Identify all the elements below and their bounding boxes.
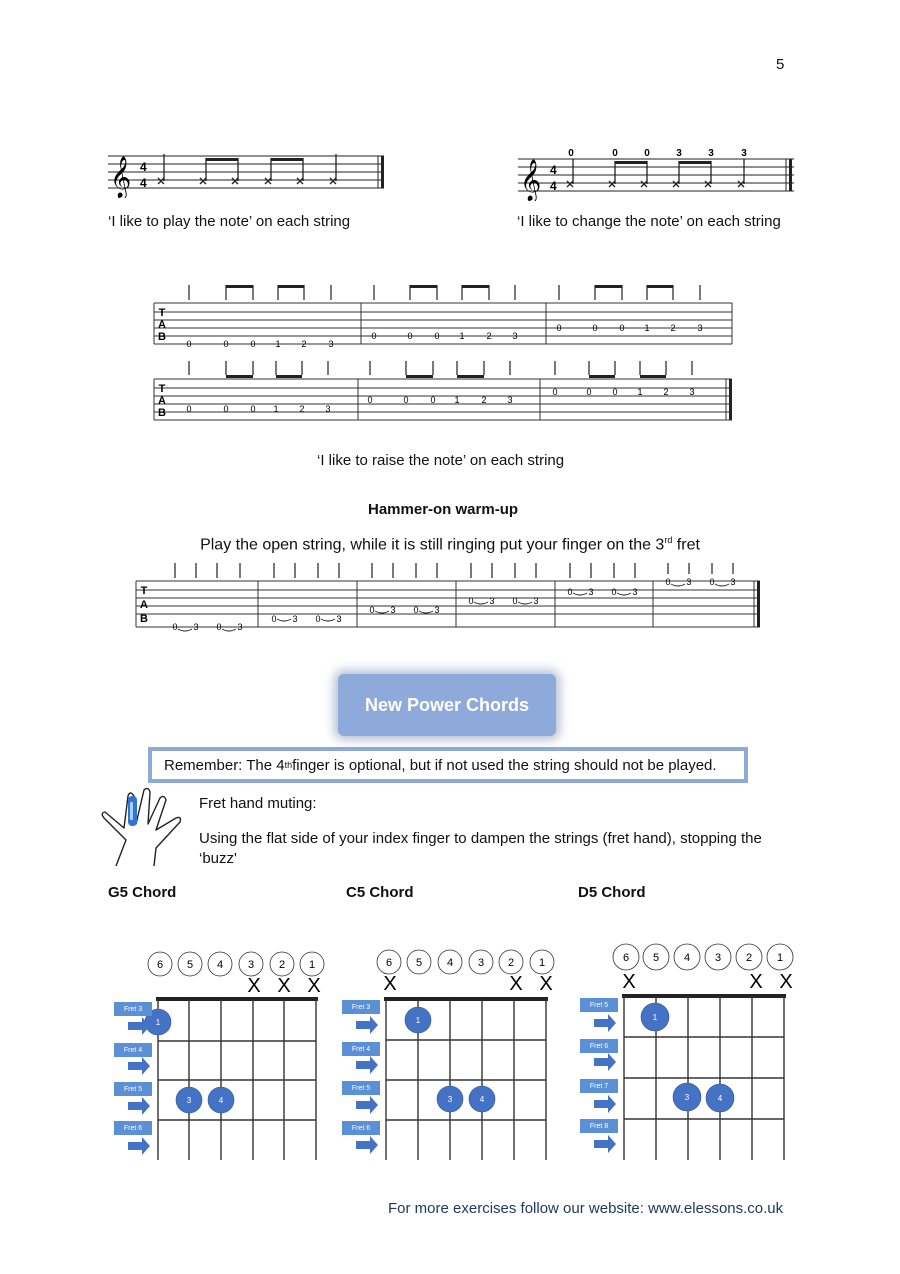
- string-number: 3: [477, 957, 485, 969]
- tab-note: 0: [315, 614, 321, 624]
- tab-note: 1: [273, 404, 279, 414]
- finger-number: 1: [652, 1013, 658, 1022]
- hand-icon: [98, 788, 190, 868]
- string-number: 2: [278, 959, 286, 971]
- tab-note: 0: [223, 339, 229, 349]
- string-number: 6: [385, 957, 393, 969]
- muted-string-mark: X: [277, 975, 291, 997]
- fret-label: Fret 7: [580, 1079, 618, 1093]
- finger-number: 3: [447, 1095, 453, 1104]
- tab-clef-letter: A: [158, 395, 166, 407]
- chord-diagram-d5: [578, 940, 800, 1164]
- tab-note: 2: [670, 323, 676, 333]
- chord-title-d5: D5 Chord: [578, 884, 646, 901]
- tab-note: 1: [644, 323, 650, 333]
- string-number: 2: [745, 952, 753, 964]
- chord-diagram-g5: [112, 946, 332, 1166]
- tab-note: 0: [430, 395, 436, 405]
- muted-string-mark: X: [622, 971, 636, 993]
- remember-note: Remember: The 4 th finger is optional, but if not used the string should not be played.: [148, 747, 748, 783]
- tab-note: 3: [533, 596, 539, 606]
- string-number: 1: [776, 952, 784, 964]
- string-number: 5: [652, 952, 660, 964]
- tab-note: 2: [486, 331, 492, 341]
- rhythm-caption-2: ‘I like to change the note’ on each string: [517, 213, 781, 230]
- fret-label: Fret 6: [114, 1121, 152, 1135]
- tab-clef-letter: A: [158, 319, 166, 331]
- tab-note: 0: [250, 339, 256, 349]
- tab-note: 0: [434, 331, 440, 341]
- muted-string-mark: X: [383, 973, 397, 995]
- tab-note: 3: [434, 605, 440, 615]
- string-number: 6: [156, 959, 164, 971]
- tab-note: 0: [556, 323, 562, 333]
- tab-note: 3: [328, 339, 334, 349]
- hammer-title: Hammer-on warm-up: [368, 501, 519, 518]
- page-number: 5: [776, 56, 785, 73]
- tab-note: 3: [689, 387, 695, 397]
- tab-note: 0: [619, 323, 625, 333]
- muted-string-mark: X: [779, 971, 793, 993]
- fret-label: Fret 6: [342, 1121, 380, 1135]
- string-number: 1: [538, 957, 546, 969]
- footer-website[interactable]: For more exercises follow our website: www.elessons.co.uk: [388, 1200, 784, 1217]
- tab-note: 0: [369, 605, 375, 615]
- tab-note: 0: [407, 331, 413, 341]
- fret-label: Fret 3: [114, 1002, 152, 1016]
- tab-note: 0: [367, 395, 373, 405]
- fret-label: Fret 5: [342, 1081, 380, 1095]
- tab-note: 0: [611, 587, 617, 597]
- tab-clef-letter: A: [140, 599, 148, 611]
- tab-clef-letter: B: [140, 613, 148, 625]
- tab-note: 0: [709, 577, 715, 587]
- tab-note: 3: [489, 596, 495, 606]
- fret-label: Fret 3: [342, 1000, 380, 1014]
- tab-note: 0: [567, 587, 573, 597]
- svg-text:4: 4: [140, 160, 147, 174]
- tab-note: 2: [301, 339, 307, 349]
- tab-note: 3: [336, 614, 342, 624]
- string-number: 1: [308, 959, 316, 971]
- tab-clef-letter: T: [158, 383, 166, 395]
- tab-note: 0: [413, 605, 419, 615]
- finger-number: 1: [415, 1016, 421, 1025]
- tab-note: 3: [292, 614, 298, 624]
- hammer-tab-staff: [132, 560, 764, 636]
- tab-note: 3: [390, 605, 396, 615]
- tab-note: 0: [665, 577, 671, 587]
- muted-string-mark: X: [307, 975, 321, 997]
- rhythm-fret-number: 0: [644, 148, 650, 159]
- rhythm-fret-number: 0: [612, 148, 618, 159]
- string-number: 5: [415, 957, 423, 969]
- muting-body: Using the flat side of your index finger to dampen the strings (fret hand), stopping the ‘buzz': [199, 830, 762, 867]
- tab-note: 2: [481, 395, 487, 405]
- tab-clef-letter: B: [158, 331, 166, 343]
- tab-note: 0: [592, 323, 598, 333]
- svg-text:4: 4: [550, 163, 557, 177]
- string-number: 4: [683, 952, 691, 964]
- tab-note: 3: [512, 331, 518, 341]
- string-number: 3: [714, 952, 722, 964]
- tab-caption: ‘I like to raise the note’ on each string: [317, 452, 565, 469]
- finger-number: 4: [479, 1095, 485, 1104]
- tab-note: 3: [697, 323, 703, 333]
- string-number: 4: [446, 957, 454, 969]
- tab-note: 3: [237, 622, 243, 632]
- svg-text:4: 4: [140, 176, 147, 190]
- string-number: 4: [216, 959, 224, 971]
- tab-note: 0: [403, 395, 409, 405]
- finger-number: 1: [155, 1018, 161, 1027]
- tab-note: 0: [186, 339, 192, 349]
- rhythm-staff-1: [108, 148, 388, 198]
- tab-note: 0: [223, 404, 229, 414]
- rhythm-caption-1: ‘I like to play the note’ on each string: [108, 213, 351, 230]
- tab-note: 0: [512, 596, 518, 606]
- chord-title-c5: C5 Chord: [346, 884, 414, 901]
- tab-note: 3: [588, 587, 594, 597]
- muting-title: Fret hand muting:: [199, 795, 317, 812]
- string-number: 3: [247, 959, 255, 971]
- chord-diagram-c5: [340, 946, 560, 1166]
- tab-note: 1: [637, 387, 643, 397]
- fret-label: Fret 4: [342, 1042, 380, 1056]
- finger-number: 4: [218, 1096, 224, 1105]
- tab-note: 3: [730, 577, 736, 587]
- finger-number: 3: [186, 1096, 192, 1105]
- tab-note: 0: [612, 387, 618, 397]
- tab-note: 1: [275, 339, 281, 349]
- rhythm-fret-number: 3: [708, 148, 714, 159]
- muted-string-mark: X: [509, 973, 523, 995]
- tab-note: 0: [250, 404, 256, 414]
- tab-note: 0: [186, 404, 192, 414]
- tab-note: 0: [468, 596, 474, 606]
- rhythm-fret-number: 3: [676, 148, 682, 159]
- finger-number: 4: [717, 1094, 723, 1103]
- tab-clef-letter: T: [140, 585, 148, 597]
- tab-clef-letter: B: [158, 407, 166, 419]
- rhythm-fret-number: 3: [741, 148, 747, 159]
- tab-note: 0: [216, 622, 222, 632]
- muted-string-mark: X: [539, 973, 553, 995]
- fret-label: Fret 8: [580, 1119, 618, 1133]
- muted-string-mark: X: [247, 975, 261, 997]
- finger-number: 3: [684, 1093, 690, 1102]
- tab-clef-letter: T: [158, 307, 166, 319]
- tab-note: 3: [632, 587, 638, 597]
- tab-note: 0: [371, 331, 377, 341]
- chord-title-g5: G5 Chord: [108, 884, 177, 901]
- tab-note: 1: [454, 395, 460, 405]
- rhythm-staff-2: [518, 145, 798, 201]
- tab-staff: [150, 282, 740, 442]
- svg-text:𝄞: 𝄞: [110, 156, 132, 197]
- power-chords-banner: New Power Chords: [338, 674, 556, 736]
- svg-text:𝄞: 𝄞: [520, 159, 542, 200]
- string-number: 2: [507, 957, 515, 969]
- svg-text:4: 4: [550, 179, 557, 193]
- muted-string-mark: X: [749, 971, 763, 993]
- fret-label: Fret 4: [114, 1043, 152, 1057]
- tab-note: 3: [507, 395, 513, 405]
- tab-note: 1: [459, 331, 465, 341]
- hammer-instruction: Play the open string, while it is still ringing put your finger on the 3rd fret: [200, 535, 700, 554]
- fret-label: Fret 5: [580, 998, 618, 1012]
- tab-note: 3: [193, 622, 199, 632]
- fret-label: Fret 5: [114, 1082, 152, 1096]
- tab-note: 2: [663, 387, 669, 397]
- tab-note: 3: [686, 577, 692, 587]
- string-number: 5: [186, 959, 194, 971]
- tab-note: 0: [172, 622, 178, 632]
- tab-note: 3: [325, 404, 331, 414]
- rhythm-fret-number: 0: [568, 148, 574, 159]
- tab-note: 2: [299, 404, 305, 414]
- fret-label: Fret 6: [580, 1039, 618, 1053]
- tab-note: 0: [271, 614, 277, 624]
- tab-note: 0: [552, 387, 558, 397]
- string-number: 6: [622, 952, 630, 964]
- tab-note: 0: [586, 387, 592, 397]
